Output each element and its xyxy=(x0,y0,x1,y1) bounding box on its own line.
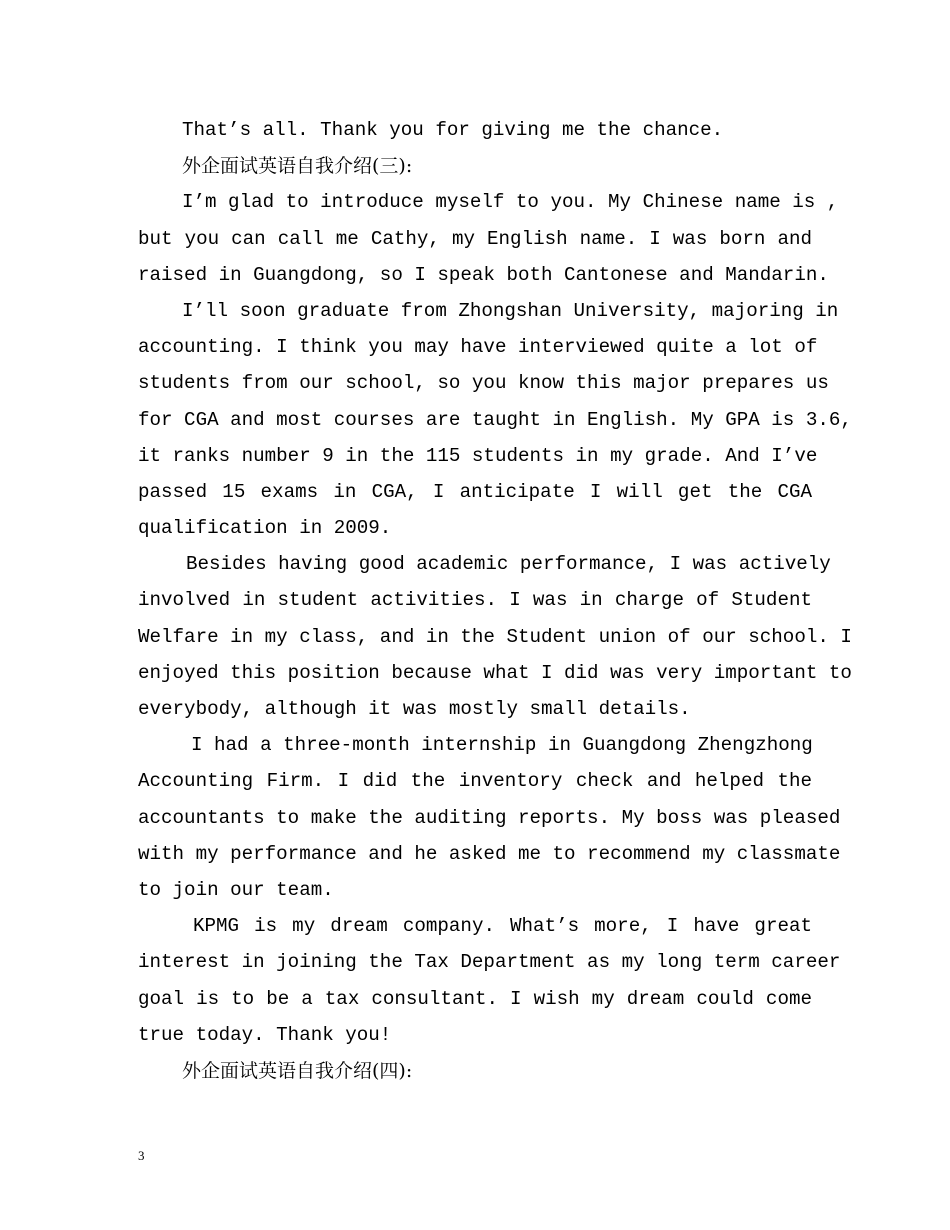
paragraph-line: I’ll soon graduate from Zhongshan University, majoring in xyxy=(182,299,839,322)
paragraph-line: involved in student activities. I was in charge of Student xyxy=(138,589,812,612)
paragraph-line: Accounting Firm. I did the inventory check and helped the xyxy=(138,770,812,793)
paragraph-line: accountants to make the auditing reports. My boss was pleased xyxy=(138,806,841,829)
paragraph-line: for CGA and most courses are taught in English. My GPA is 3.6, xyxy=(138,408,852,431)
paragraph-line: to join our team. xyxy=(138,878,334,901)
paragraph-line: qualification in 2009. xyxy=(138,517,392,540)
paragraph-line: but you can call me Cathy, my English name. I was born and xyxy=(138,227,812,250)
closing-line: That’s all. Thank you for giving me the chance. xyxy=(182,119,724,141)
paragraph-line: it ranks number 9 in the 115 students in my grade. And I’ve xyxy=(138,444,818,467)
paragraph-line: true today. Thank you! xyxy=(138,1023,392,1046)
paragraph-line: I had a three-month internship in Guangdong Zhengzhong xyxy=(191,734,813,757)
section-heading-three: 外企面试英语自我介绍(三): xyxy=(182,155,413,178)
paragraph-line: Besides having good academic performance, I was actively xyxy=(186,553,831,576)
paragraph-line: accounting. I think you may have interviewed quite a lot of xyxy=(138,336,818,359)
paragraph-line: students from our school, so you know this major prepares us xyxy=(138,372,829,395)
paragraph-line: I’m glad to introduce myself to you. My Chinese name is , xyxy=(182,191,839,214)
paragraph-line: KPMG is my dream company. What’s more, I have great xyxy=(193,915,812,938)
paragraph-line: with my performance and he asked me to recommend my classmate xyxy=(138,842,841,865)
paragraph-line: Welfare in my class, and in the Student union of our school. I xyxy=(138,625,852,648)
paragraph-line: passed 15 exams in CGA, I anticipate I will get the CGA xyxy=(138,480,812,503)
paragraph-line: enjoyed this position because what I did was very important to xyxy=(138,661,852,684)
section-heading-four: 外企面试英语自我介绍(四): xyxy=(182,1059,413,1082)
paragraph-line: everybody, although it was mostly small details. xyxy=(138,698,691,720)
paragraph-line: interest in joining the Tax Department as my long term career xyxy=(138,951,841,974)
page-number: 3 xyxy=(138,1148,145,1163)
paragraph-line: raised in Guangdong, so I speak both Cantonese and Mandarin. xyxy=(138,263,829,286)
paragraph-line: goal is to be a tax consultant. I wish my dream could come xyxy=(138,987,812,1010)
document-body xyxy=(138,112,852,1089)
